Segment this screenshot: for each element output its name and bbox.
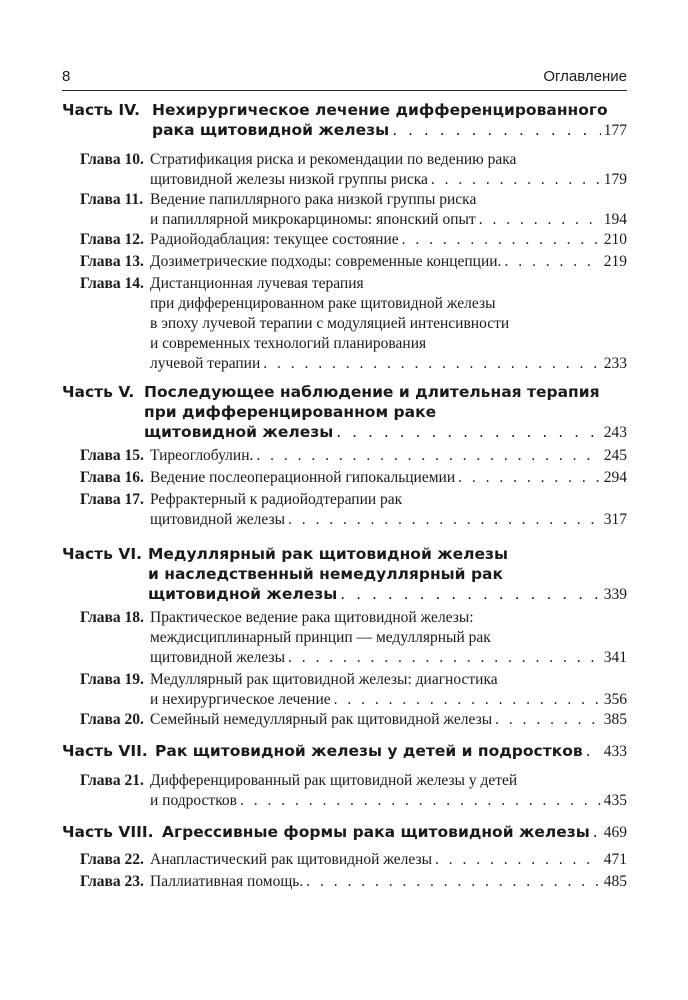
toc-leader-line bbox=[150, 468, 627, 488]
chapter-label: Глава 22. bbox=[80, 851, 144, 868]
chapter-title-line: щитовидной железы bbox=[150, 511, 285, 528]
toc-chapter[interactable] bbox=[80, 771, 627, 811]
page-ref: 433 bbox=[603, 743, 627, 760]
toc-part[interactable] bbox=[62, 100, 627, 140]
toc-chapter[interactable] bbox=[80, 150, 627, 190]
page-ref: 435 bbox=[603, 792, 627, 809]
chapter-title-line: щитовидной железы низкой группы риска bbox=[150, 171, 428, 188]
toc-leader-line bbox=[150, 690, 627, 710]
chapter-title-line: Ведение папиллярного рака низкой группы риска bbox=[150, 191, 477, 208]
page-ref: 341 bbox=[603, 649, 627, 666]
part-title-line: Рак щитовидной железы у детей и подростков bbox=[155, 742, 583, 760]
page-ref: 356 bbox=[603, 691, 627, 708]
toc-leader-line bbox=[150, 510, 627, 530]
chapter-title-line: Ведение послеоперационной гипокальциемии bbox=[150, 469, 456, 486]
chapter-title-line: лучевой терапии bbox=[150, 355, 261, 372]
toc-chapter[interactable] bbox=[80, 850, 627, 870]
chapter-label: Глава 10. bbox=[80, 151, 144, 168]
toc-part[interactable] bbox=[62, 382, 627, 442]
page-ref: 179 bbox=[603, 171, 627, 188]
part-title-line: Медуллярный рак щитовидной железы bbox=[148, 545, 509, 563]
chapter-title-line: Семейный немедуллярный рак щитовидной железы bbox=[150, 711, 493, 728]
page-ref: 485 bbox=[603, 873, 627, 890]
toc-chapter[interactable] bbox=[80, 446, 627, 466]
chapter-label: Глава 21. bbox=[80, 772, 144, 789]
chapter-title-line: и нехирургическое лечение bbox=[150, 691, 331, 708]
chapter-title-line: Практическое ведение рака щитовидной железы: bbox=[150, 609, 474, 626]
toc-part[interactable] bbox=[62, 741, 627, 761]
part-label: Часть VII. bbox=[62, 742, 148, 760]
toc-chapter[interactable] bbox=[80, 670, 627, 710]
toc-leader-line bbox=[150, 648, 627, 668]
chapter-label: Глава 23. bbox=[80, 873, 144, 890]
chapter-title-line: Тиреоглобулин. bbox=[150, 447, 254, 464]
chapter-title-line: Дифференцированный рак щитовидной железы у детей bbox=[150, 772, 518, 789]
page-ref: 194 bbox=[603, 211, 627, 228]
part-title-line: Агрессивные формы рака щитовидной железы bbox=[162, 823, 590, 841]
page-ref: 243 bbox=[603, 424, 627, 441]
chapter-label: Глава 20. bbox=[80, 711, 144, 728]
toc-leader-line bbox=[144, 422, 627, 443]
chapter-label: Глава 16. bbox=[80, 469, 144, 486]
chapter-label: Глава 12. bbox=[80, 231, 144, 248]
chapter-label: Глава 13. bbox=[80, 253, 144, 270]
toc-part[interactable] bbox=[62, 822, 627, 842]
chapter-label: Глава 18. bbox=[80, 609, 144, 626]
toc-chapter[interactable] bbox=[80, 468, 627, 488]
chapter-label: Глава 11. bbox=[80, 191, 144, 208]
chapter-title-line: междисциплинарный принцип — медуллярный рак bbox=[150, 629, 491, 646]
toc-leader-line bbox=[150, 354, 627, 374]
chapter-title-line: Радиойодаблация: текущее состояние bbox=[150, 231, 399, 248]
chapter-label: Глава 19. bbox=[80, 671, 144, 688]
page-ref: 471 bbox=[603, 851, 627, 868]
part-label: Часть V. bbox=[62, 383, 135, 401]
chapter-label: Глава 14. bbox=[80, 275, 144, 292]
part-title-line: и наследственный немедуллярный рак bbox=[148, 565, 504, 583]
part-title-line: щитовидной железы bbox=[148, 585, 338, 603]
toc-leader-line bbox=[150, 710, 627, 730]
page-ref: 317 bbox=[603, 511, 627, 528]
page-ref: 469 bbox=[603, 824, 627, 841]
toc-leader-line bbox=[150, 210, 627, 230]
toc-leader-line bbox=[150, 791, 627, 811]
toc-chapter[interactable] bbox=[80, 608, 627, 668]
toc-leader-line bbox=[150, 872, 627, 892]
chapter-title-line: Стратификация риска и рекомендации по ведению рака bbox=[150, 151, 517, 168]
toc-leader-line bbox=[148, 584, 627, 605]
part-title-line: Нехирургическое лечение дифференцированного bbox=[152, 101, 608, 119]
toc-leader-line bbox=[150, 850, 627, 870]
chapter-title-line: и папиллярной микрокарциномы: японский опыт bbox=[150, 211, 476, 228]
running-header bbox=[62, 68, 627, 91]
toc-chapter[interactable] bbox=[80, 490, 627, 530]
chapter-title-line: щитовидной железы bbox=[150, 649, 285, 666]
toc-chapter[interactable] bbox=[80, 710, 627, 730]
toc-chapter[interactable] bbox=[80, 190, 627, 230]
page-ref: 210 bbox=[603, 231, 627, 248]
part-title-line: Последующее наблюдение и длительная терапия bbox=[144, 383, 600, 401]
chapter-title-line: Дистанционная лучевая терапия bbox=[150, 275, 364, 292]
toc-leader-line bbox=[155, 741, 627, 762]
toc-chapter[interactable] bbox=[80, 252, 627, 272]
page-ref: 233 bbox=[603, 355, 627, 372]
toc-part[interactable] bbox=[62, 544, 627, 604]
chapter-title-line: в эпоху лучевой терапии с модуляцией интенсивности bbox=[150, 315, 510, 332]
page-number: 8 bbox=[62, 68, 71, 85]
part-title-line: рака щитовидной железы bbox=[152, 121, 390, 139]
page-ref: 245 bbox=[603, 447, 627, 464]
header-title: Оглавление bbox=[543, 68, 627, 85]
part-label: Часть IV. bbox=[62, 101, 141, 119]
part-label: Часть VI. bbox=[62, 545, 143, 563]
toc-chapter[interactable] bbox=[80, 872, 627, 892]
chapter-title-line: Дозиметрические подходы: современные концепции. bbox=[150, 253, 502, 270]
chapter-title-line: Паллиативная помощь. bbox=[150, 873, 304, 890]
page-ref: 294 bbox=[603, 469, 627, 486]
toc-leader-line bbox=[150, 252, 627, 272]
toc-chapter[interactable] bbox=[80, 230, 627, 250]
page-ref: 177 bbox=[603, 122, 627, 139]
chapter-title-line: и современных технологий планирования bbox=[150, 335, 427, 352]
chapter-title-line: и подростков bbox=[150, 792, 238, 809]
part-label: Часть VIII. bbox=[62, 823, 154, 841]
page-ref: 339 bbox=[603, 586, 627, 603]
part-title-line: щитовидной железы bbox=[144, 423, 334, 441]
chapter-title-line: Медуллярный рак щитовидной железы: диагностика bbox=[150, 671, 498, 688]
toc-leader-line bbox=[162, 822, 627, 843]
toc-leader-line bbox=[152, 120, 627, 141]
chapter-label: Глава 15. bbox=[80, 447, 144, 464]
chapter-title-line: Анапластический рак щитовидной железы bbox=[150, 851, 432, 868]
chapter-title-line: при дифференцированном раке щитовидной железы bbox=[150, 295, 496, 312]
chapter-label: Глава 17. bbox=[80, 491, 144, 508]
part-title-line: при дифференцированном раке bbox=[144, 403, 437, 421]
page-ref: 385 bbox=[603, 711, 627, 728]
chapter-title-line: Рефрактерный к радиойодтерапии рак bbox=[150, 491, 403, 508]
toc-chapter[interactable] bbox=[80, 274, 627, 374]
toc-leader-line bbox=[150, 230, 627, 250]
toc-leader-line bbox=[150, 170, 627, 190]
toc-leader-line bbox=[150, 446, 627, 466]
page-ref: 219 bbox=[603, 253, 627, 270]
